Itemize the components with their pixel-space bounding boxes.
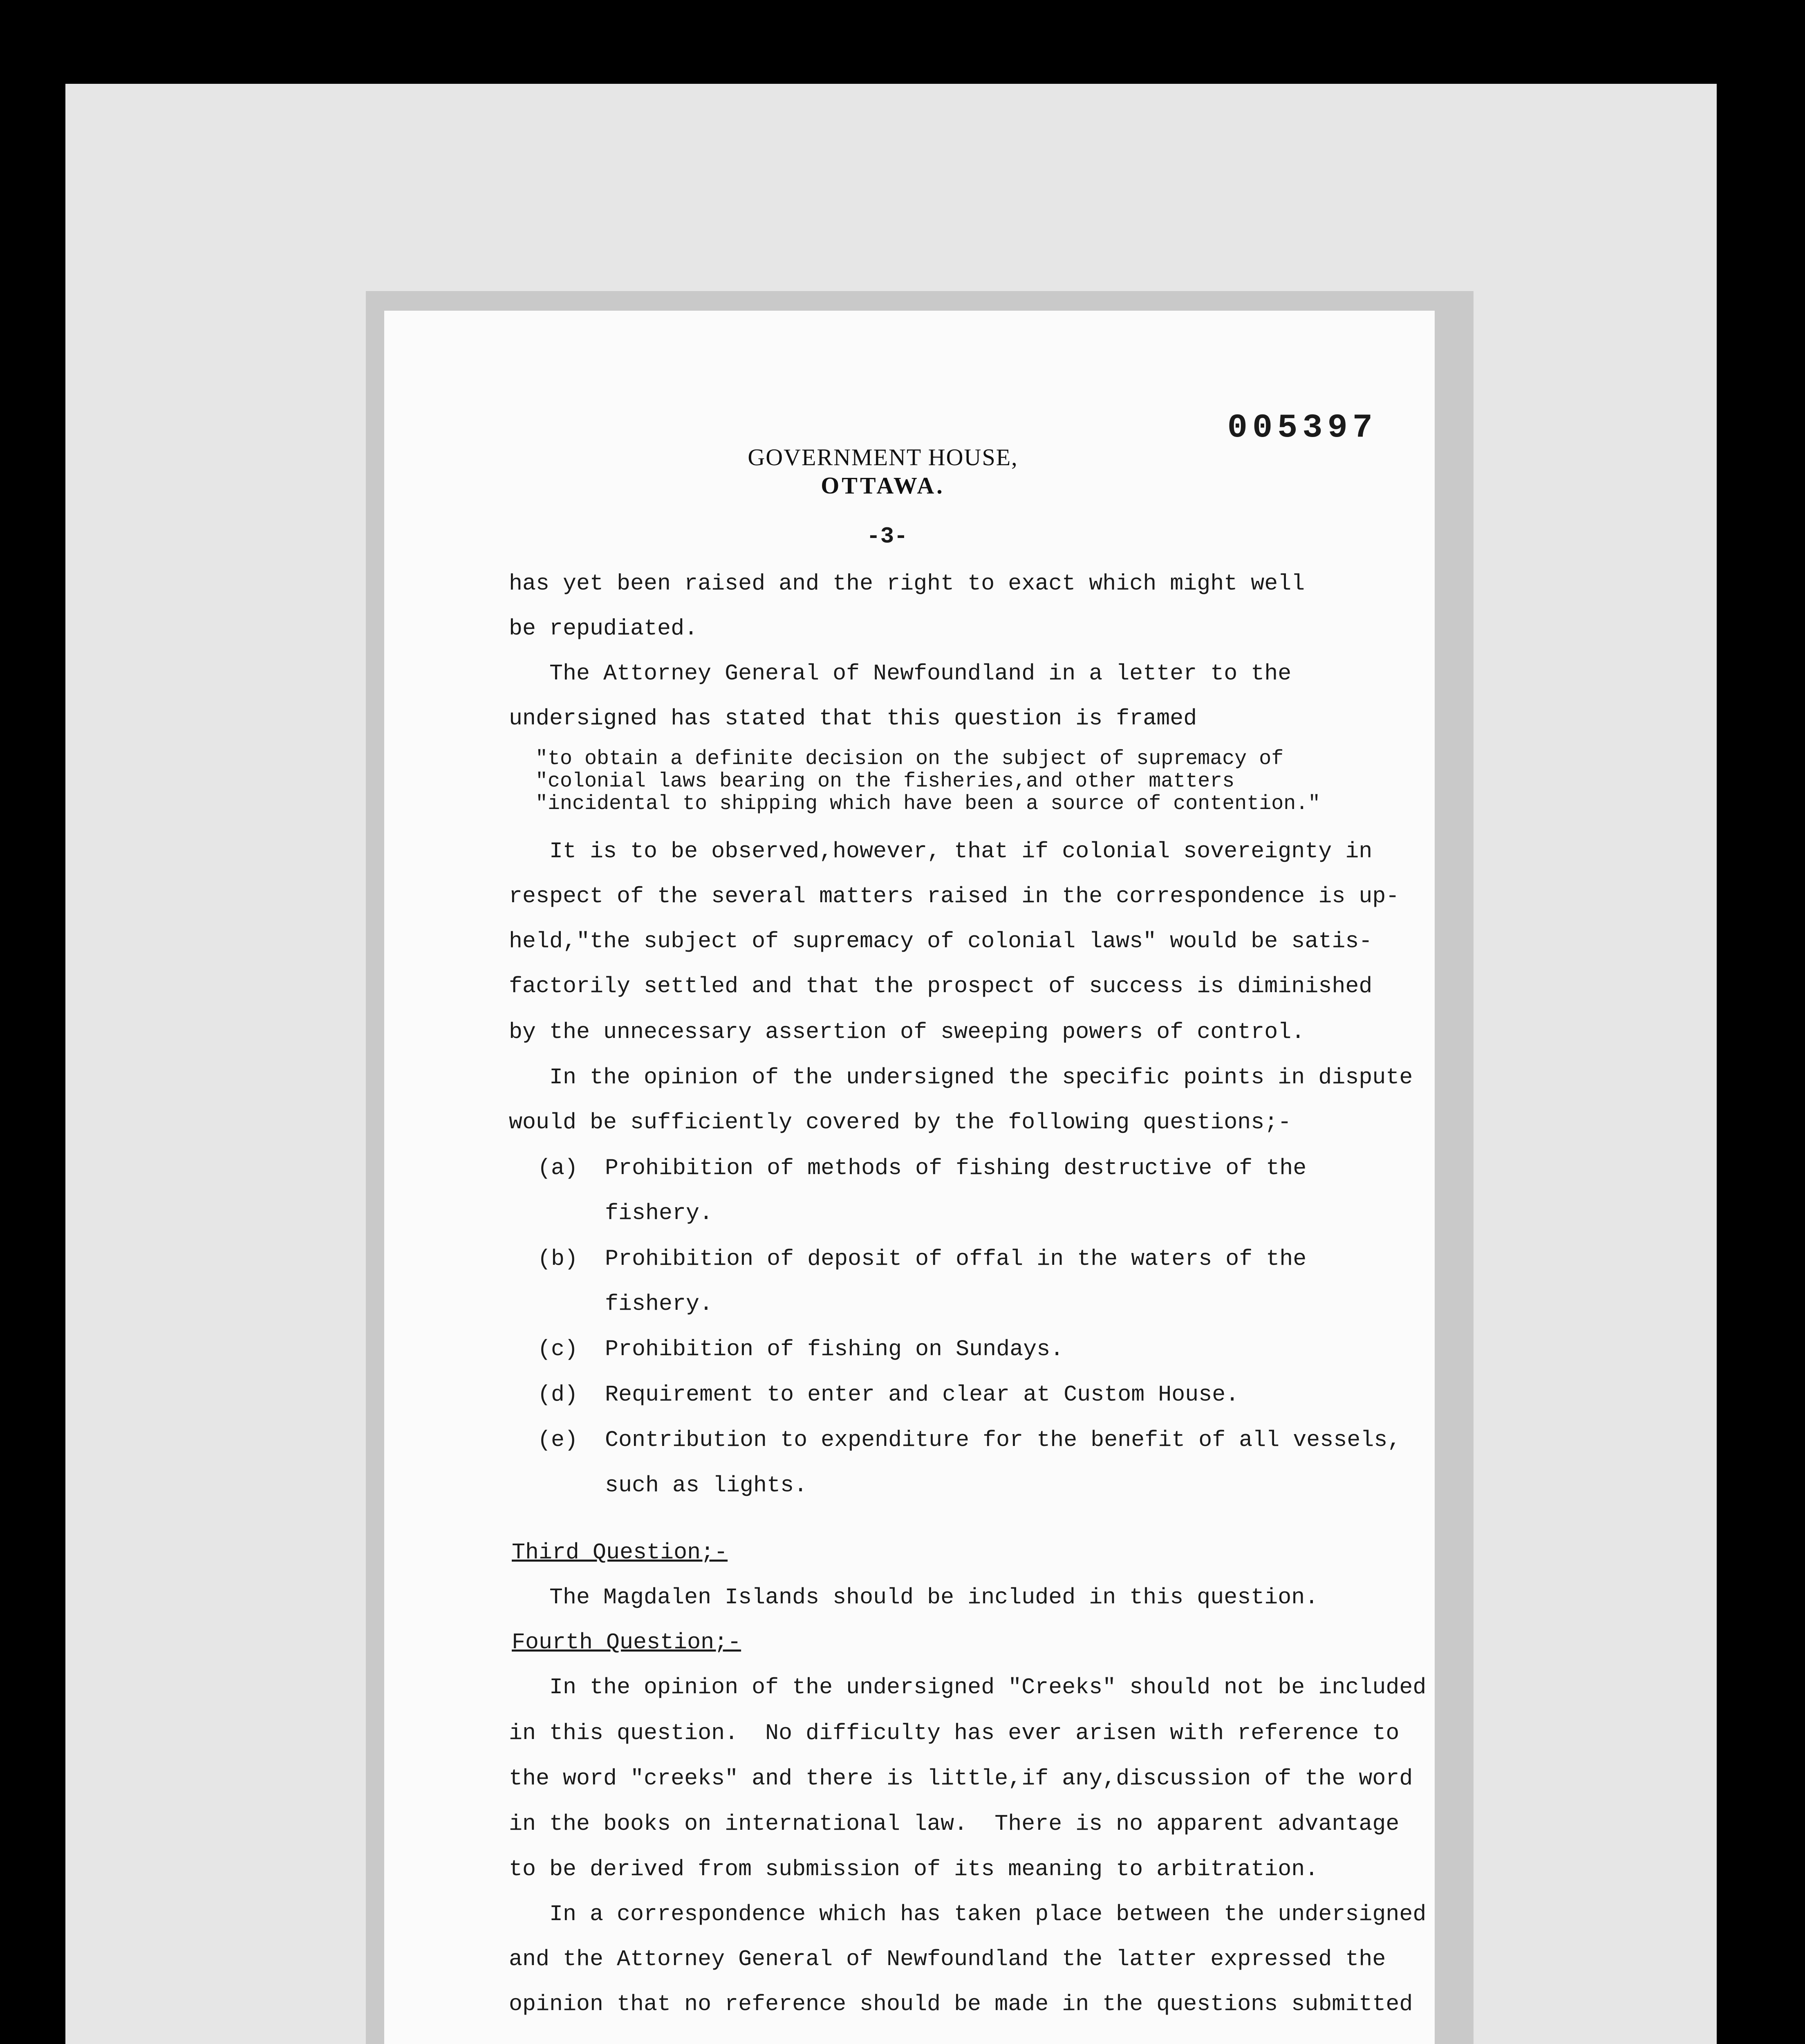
section-heading: Third Question;- bbox=[512, 1540, 728, 1565]
text-line: and the Attorney General of Newfoundland the latter expressed the bbox=[509, 1946, 1386, 1972]
text-line: be repudiated. bbox=[509, 616, 698, 641]
list-item-c: (c) Prohibition of fishing on Sundays. bbox=[537, 1336, 1064, 1362]
quote-line: "incidental to shipping which have been a source of contention." bbox=[535, 792, 1321, 816]
text-line: has yet been raised and the right to exact which might well bbox=[509, 571, 1305, 596]
text-line: The Attorney General of Newfoundland in a letter to the bbox=[509, 661, 1292, 686]
list-item-b-cont: fishery. bbox=[605, 1291, 713, 1317]
list-item-a-cont: fishery. bbox=[605, 1200, 713, 1226]
document-page bbox=[384, 311, 1435, 2044]
text-line: It is to be observed,however, that if colonial sovereignty in bbox=[509, 838, 1373, 864]
archive-number: 005397 bbox=[1227, 409, 1377, 447]
list-item-d: (d) Requirement to enter and clear at Custom House. bbox=[537, 1382, 1239, 1407]
page-number: -3- bbox=[867, 523, 908, 549]
list-item-b: (b) Prohibition of deposit of offal in the waters of the bbox=[537, 1246, 1307, 1272]
text-line: to be derived from submission of its meaning to arbitration. bbox=[509, 1856, 1319, 1882]
text-line: The Magdalen Islands should be included in this question. bbox=[509, 1585, 1319, 1610]
text-line: respect of the several matters raised in the correspondence is up- bbox=[509, 883, 1400, 909]
quote-line: "to obtain a definite decision on the subject of supremacy of bbox=[535, 747, 1284, 771]
list-item-e-cont: such as lights. bbox=[605, 1472, 808, 1498]
text-line: would be sufficiently covered by the following questions;- bbox=[509, 1109, 1292, 1135]
text-line: held,"the subject of supremacy of colonial laws" would be satis- bbox=[509, 928, 1373, 954]
text-line: opinion that no reference should be made in the questions submitted bbox=[509, 1991, 1413, 2017]
list-item-e: (e) Contribution to expenditure for the benefit of all vessels, bbox=[537, 1427, 1401, 1453]
text-line: by the unnecessary assertion of sweeping powers of control. bbox=[509, 1019, 1305, 1045]
text-line: In the opinion of the undersigned "Creeks" should not be included bbox=[509, 1674, 1427, 1700]
quote-line: "colonial laws bearing on the fisheries,and other matters bbox=[535, 770, 1235, 793]
list-item-a: (a) Prohibition of methods of fishing destructive of the bbox=[537, 1155, 1307, 1181]
text-line: in this question. No difficulty has ever arisen with reference to bbox=[509, 1720, 1400, 1746]
text-line: In a correspondence which has taken place between the undersigned bbox=[509, 1901, 1427, 1927]
letterhead-line2: OTTAWA. bbox=[821, 472, 945, 499]
text-line: In the opinion of the undersigned the specific points in dispute bbox=[509, 1065, 1413, 1090]
letterhead bbox=[744, 444, 1022, 499]
text-line: factorily settled and that the prospect of success is diminished bbox=[509, 973, 1373, 999]
section-heading: Fourth Question;- bbox=[512, 1629, 741, 1655]
text-line: undersigned has stated that this question is framed bbox=[509, 706, 1197, 731]
letterhead-line1: GOVERNMENT HOUSE, bbox=[748, 444, 1018, 471]
text-line: the word "creeks" and there is little,if any,discussion of the word bbox=[509, 1766, 1413, 1791]
text-line: in the books on international law. There is no apparent advantage bbox=[509, 1811, 1400, 1837]
